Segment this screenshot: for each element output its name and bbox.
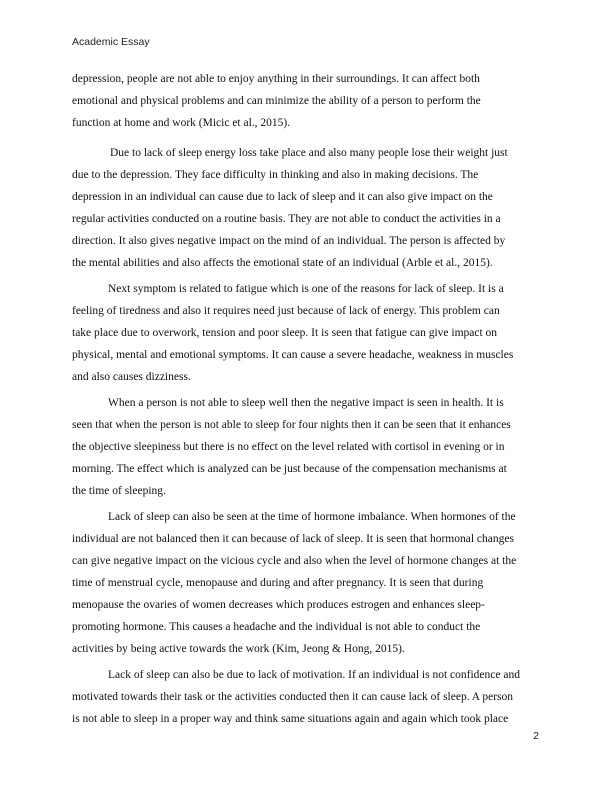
paragraph-line: depression in an individual can cause due to lack of sleep and it can also give impact on the <box>72 191 493 203</box>
paragraph-line: feeling of tiredness and also it requires need just because of lack of energy. This problem can <box>72 305 500 317</box>
paragraph-line: and also causes dizziness. <box>72 371 191 383</box>
paragraph-line: menopause the ovaries of women decreases which produces estrogen and enhances sleep- <box>72 599 485 611</box>
paragraph-line: seen that when the person is not able to sleep for four nights then it can be seen that it enhances <box>72 419 511 431</box>
running-head: Academic Essay <box>72 36 150 48</box>
paragraph-line: the mental abilities and also affects the emotional state of an individual (Arble et al., 2015). <box>72 257 493 269</box>
paragraph-line: direction. It also gives negative impact on the mind of an individual. The person is affected by <box>72 235 506 247</box>
paragraph-line: is not able to sleep in a proper way and think same situations again and again which took place <box>72 713 509 725</box>
paragraph-line: individual are not balanced then it can because of lack of sleep. It is seen that hormonal changes <box>72 533 514 545</box>
page-number: 2 <box>533 730 539 742</box>
paragraph-line: regular activities conducted on a routine basis. They are not able to conduct the activities in a <box>72 213 501 225</box>
paragraph-line: morning. The effect which is analyzed can be just because of the compensation mechanisms at <box>72 463 507 475</box>
paragraph-line: depression, people are not able to enjoy anything in their surroundings. It can affect both <box>72 73 480 85</box>
paragraph-line: the time of sleeping. <box>72 485 166 497</box>
paragraph-line: take place due to overwork, tension and poor sleep. It is seen that fatigue can give impact on <box>72 327 498 339</box>
paragraph-line: motivated towards their task or the activities conducted then it can cause lack of sleep. A person <box>72 691 514 703</box>
paragraph-line: can give negative impact on the vicious cycle and also when the level of hormone changes at the <box>72 555 517 567</box>
paragraph-line: function at home and work (Micic et al., 2015). <box>72 117 291 129</box>
paragraph-line: due to the depression. They face difficulty in thinking and also in making decisions. The <box>72 169 479 181</box>
paragraph-line: Lack of sleep can also be due to lack of motivation. If an individual is not confidence and <box>108 669 520 681</box>
paragraph-line: Lack of sleep can also be seen at the time of hormone imbalance. When hormones of the <box>108 511 516 523</box>
paragraph-line: time of menstrual cycle, menopause and during and after pregnancy. It is seen that during <box>72 577 484 589</box>
paragraph-line: physical, mental and emotional symptoms. It can cause a severe headache, weakness in muscles <box>72 349 514 361</box>
paragraph-line: When a person is not able to sleep well then the negative impact is seen in health. It is <box>108 397 504 409</box>
paragraph-line: promoting hormone. This causes a headache and the individual is not able to conduct the <box>72 621 481 633</box>
paragraph-line: Next symptom is related to fatigue which is one of the reasons for lack of sleep. It is a <box>108 283 504 295</box>
paragraph-line: Due to lack of sleep energy loss take place and also many people lose their weight just <box>110 147 508 159</box>
paragraph-line: activities by being active towards the work (Kim, Jeong & Hong, 2015). <box>72 643 405 655</box>
paragraph-line: the objective sleepiness but there is no effect on the level related with cortisol in evening or in <box>72 441 505 453</box>
paragraph-line: emotional and physical problems and can minimize the ability of a person to perform the <box>72 95 481 107</box>
